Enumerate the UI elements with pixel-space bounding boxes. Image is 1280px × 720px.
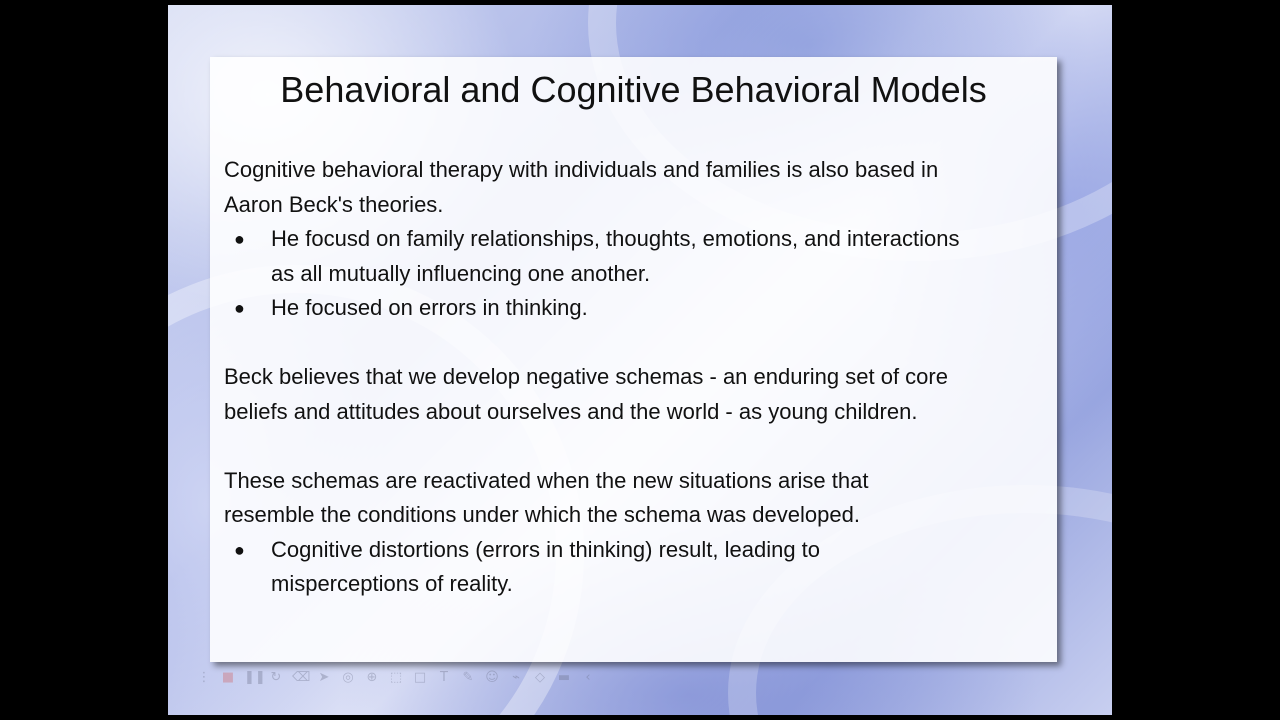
paragraph-1-line-2: Aaron Beck's theories. <box>224 191 444 217</box>
bullet-item <box>224 533 1054 602</box>
slide-body <box>224 153 1054 602</box>
spacer <box>224 429 1054 464</box>
bullet-text-line-1: He focusd on family relationships, thoughts, emotions, and interactions <box>271 226 960 251</box>
paragraph-3-line-1: These schemas are reactivated when the new situations arise that <box>224 467 869 493</box>
paragraph-3 <box>224 464 1054 533</box>
collapse-icon[interactable]: ‹ <box>585 670 591 685</box>
trash-icon[interactable]: ⌫ <box>292 670 311 685</box>
eraser-icon[interactable]: ◇ <box>535 670 545 685</box>
pen-icon[interactable]: ✎ <box>462 670 474 685</box>
cursor-icon[interactable]: ➤ <box>318 670 330 685</box>
presenter-toolbar <box>186 663 644 693</box>
bullet-icon: ● <box>234 539 245 560</box>
letterbox-right <box>1112 0 1280 720</box>
paragraph-2-line-2: beliefs and attitudes about ourselves and the world - as young children. <box>224 398 918 424</box>
spacer <box>224 326 1054 361</box>
bullet-text-line-2: misperceptions of reality. <box>271 571 513 596</box>
sticker-icon[interactable]: ☺ <box>485 670 499 685</box>
bullet-list-1 <box>224 222 1054 326</box>
bullet-item <box>224 291 1054 326</box>
slide-content-card <box>210 57 1057 662</box>
camera-icon[interactable]: ▬ <box>557 670 571 685</box>
paragraph-1-line-1: Cognitive behavioral therapy with individuals and families is also based in <box>224 157 939 182</box>
highlighter-icon[interactable]: ⌁ <box>512 670 520 685</box>
bullet-item <box>224 222 1054 291</box>
pause-icon[interactable]: ❚❚ <box>244 670 266 685</box>
bullet-text-line-1: Cognitive distortions (errors in thinking) result, leading to <box>271 536 821 562</box>
paragraph-3-line-2: resemble the conditions under which the schema was developed. <box>224 502 860 527</box>
zoom-icon[interactable]: ⊕ <box>366 670 378 685</box>
paragraph-2-line-1: Beck believes that we develop negative schemas - an enduring set of core <box>224 364 948 389</box>
rectangle-icon[interactable]: □ <box>413 670 427 685</box>
bullet-text-line-1: He focused on errors in thinking. <box>271 295 588 320</box>
bullet-icon: ● <box>234 298 245 318</box>
selection-icon[interactable]: ⬚ <box>389 670 403 685</box>
paragraph-1 <box>224 153 1054 222</box>
slide <box>168 5 1112 715</box>
record-icon[interactable]: ■ <box>221 670 235 685</box>
restart-icon[interactable]: ↻ <box>270 670 282 685</box>
spotlight-icon[interactable]: ◎ <box>342 670 354 685</box>
bullet-icon: ● <box>234 229 245 249</box>
slide-title: Behavioral and Cognitive Behavioral Models <box>280 69 987 110</box>
bullet-text-line-2: as all mutually influencing one another. <box>271 260 651 286</box>
letterbox-left <box>0 0 168 720</box>
drag-handle-icon[interactable]: ⋮ <box>197 670 211 685</box>
bullet-list-2 <box>224 533 1054 602</box>
text-icon[interactable]: T <box>440 670 448 685</box>
paragraph-2 <box>224 360 1054 429</box>
